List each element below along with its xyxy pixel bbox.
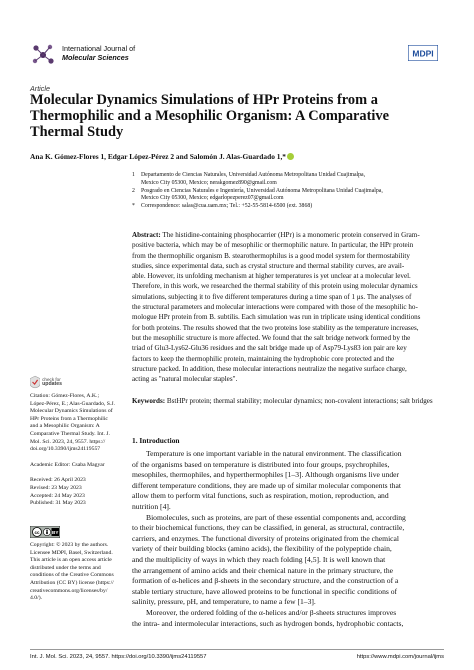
copyright-line: This article is an open access article — [30, 557, 112, 564]
copyright-notice — [30, 542, 130, 603]
abstract-line: able. However, its unfolding mechanism at higher temperatures is yet unclear at a molecular level. — [132, 272, 411, 281]
journal-name — [62, 44, 135, 62]
author-list — [30, 152, 294, 161]
title-line: Thermal Study — [30, 123, 124, 140]
citation-line: HPr Proteins from a Thermophilic — [30, 415, 108, 422]
sidebar — [30, 393, 130, 508]
affiliation-text: Posgrado en Ciencias Naturales e Ingeniería, Universidad Autónoma Metropolitana Unidad Cuajimalpa, — [141, 187, 383, 194]
footer-divider — [30, 649, 444, 650]
affiliation-text: Departamento de Ciencias Naturales, Universidad Autónoma Metropolitana Unidad Cuajimalpa, — [141, 172, 366, 178]
abstract-line: mologue HPr protein from B. subtilis. Each simulation was run in triplicate using identical conditions — [132, 313, 421, 322]
body-line: Biomolecules, such as proteins, are part of these essential components and, according — [146, 512, 406, 522]
affiliation-row — [132, 188, 452, 196]
copyright-line: 4.0/). — [30, 595, 43, 602]
abstract-line: the structural parameters and molecular interactions were compared with those of the mesophilic ho- — [132, 303, 418, 312]
affiliation-row — [132, 203, 452, 211]
journal-name-line1: International Journal of — [62, 44, 136, 53]
article-type: Article — [30, 84, 50, 93]
citation-doi-link[interactable]: doi.org/10.3390/ijms24119557 — [30, 446, 101, 453]
abstract-label: Abstract: — [132, 231, 161, 239]
citation-line: Molecular Dynamics Simulations of — [30, 408, 113, 415]
authors-text: Ana K. Gómez-Flores 1, Edgar López-Pérez 2 and Salomón J. Alas-Guardado 1,* — [30, 152, 287, 161]
affiliation-number: 2 — [132, 187, 135, 194]
abstract — [132, 230, 450, 384]
body-line: of the organisms based on temperature is distributed into four groups, psychrophiles, — [132, 459, 390, 469]
abstract-line: from the thermophilic organism B. stearothermophilus is a good model system for thermostability — [132, 251, 410, 260]
affiliations — [132, 172, 452, 211]
body-line: different temperature conditions, they are made up of similar molecular components that — [132, 480, 401, 490]
affiliation-row — [132, 172, 452, 180]
body-line: the intra- and intermolecular interactions, such as hydrogen bonds, hydrophobic contacts, — [132, 618, 404, 628]
abstract-line: simulations, subjecting it to five different temperatures during a time span of 1 μs. The analyses of — [132, 292, 412, 301]
section-heading: 1. Introduction — [132, 436, 180, 445]
body-line: Moreover, the ordered folding of the α-helices and/or β-sheets structures improves — [146, 607, 397, 617]
body-line: formation of α-helices and β-sheets in the secondary structure, and the construction of a — [132, 576, 399, 586]
body-line: nutrition [4]. — [132, 501, 171, 511]
keywords — [132, 396, 450, 406]
citation-line: Mol. Sci. 2023, 24, 9557. https:// — [30, 438, 106, 445]
abstract-line: triad of Glu3-Lys62-Glu36 residues and the salt bridge made up of Asp79-Lys83 ion pair are key — [132, 344, 407, 353]
abstract-line: Therefore, in this work, we researched the thermal stability of this protein using molecular dynamics — [132, 282, 418, 291]
revised-date: Revised: 23 May 2023 — [30, 484, 82, 491]
updates-line2: updates — [42, 381, 62, 387]
title-line: Thermophilic and a Mesophilic Organism: A Comparative — [30, 107, 389, 124]
abstract-line: but the mesophilic structure is more affected. We found that the salt bridge network formed by the — [132, 333, 411, 342]
published-date: Published: 31 May 2023 — [30, 500, 86, 507]
updates-line1: check for — [42, 376, 61, 382]
abstract-line: studies, since experimental data, such as crystal structure and thermal stability curves, are avail- — [132, 261, 405, 270]
body-line: to their biochemical functions, they can be classified, in general, as structural, contractile, — [132, 523, 405, 533]
abstract-line: acting as "natural molecular staples". — [132, 375, 238, 384]
abstract-line: positive bacteria, which may be of mesophilic or thermophilic nature. In particular, the HPr protein — [132, 241, 414, 250]
affiliation-row — [132, 180, 452, 188]
copyright-line: distributed under the terms and — [30, 564, 101, 571]
affiliation-text: Mexico City 05300, Mexico; edgarlopezperez07@gmail.com — [141, 195, 284, 202]
body-line: and the multiplicity of ways in which they reach folding [4,5]. It is well known that — [132, 554, 386, 564]
svg-text:BY: BY — [52, 530, 59, 535]
body-line: stable tertiary structure, have allowed proteins to be functional in specific conditions of — [132, 586, 398, 596]
keywords-label: Keywords: — [132, 397, 166, 405]
svg-text:cc: cc — [34, 530, 40, 535]
abstract-line: for both proteins. The results showed that the two proteins lose stability as the temperature increases, — [132, 323, 419, 332]
license-link[interactable]: creativecommons.org/licenses/by/ — [30, 587, 108, 594]
footer-citation[interactable]: Int. J. Mol. Sci. 2023, 24, 9557. https://doi.org/10.3390/ijms24119557 — [30, 654, 207, 660]
affiliation-text: Mexico City 05300, Mexico; nerakgomez890@gmail.com — [141, 179, 277, 186]
affiliation-number: 1 — [132, 172, 135, 178]
journal-logo-icon — [30, 42, 56, 66]
body-line: carriers, and enzymes. The functional diversity of proteins originated from the chemical — [132, 533, 400, 543]
copyright-line: conditions of the Creative Commons — [30, 572, 114, 579]
page-title — [30, 93, 450, 140]
title-line: Molecular Dynamics Simulations of HPr Proteins from a — [30, 92, 378, 108]
journal-name-line2: Molecular Sciences — [62, 53, 129, 62]
received-date: Received: 26 April 2023 — [30, 477, 86, 484]
citation-line: López-Pérez, E.; Alas-Guardado, S.J. — [30, 400, 115, 407]
body-line: the arrangement of amino acids and their chemical nature in the primary structure, the — [132, 565, 394, 575]
body-text — [132, 449, 450, 629]
abstract-line-text: The histidine-containing phosphocarrier (HPr) is a monomeric protein conserved in Gram- — [162, 231, 420, 239]
copyright-line: Copyright: © 2023 by the authors. — [30, 542, 109, 548]
affiliation-number: * — [132, 203, 135, 210]
body-line: mesophiles, thermophiles, and hyperthermophiles [1–3]. Although organisms live under — [132, 470, 400, 480]
citation-line: Citation: Gómez-Flores, A.K.; — [30, 393, 100, 399]
body-line: allow them to perform vital functions, such as respiration, motion, reproduction, and — [132, 491, 389, 501]
affiliation-text: Correspondence: salas@cua.uam.mx; Tel.: +52-55-5814-6500 (ext. 3868) — [141, 203, 313, 210]
keywords-text: BstHPr protein; thermal stability; molecular dynamics; non-covalent interactions; salt bridges — [166, 397, 433, 405]
orcid-icon[interactable] — [287, 153, 294, 160]
updates-icon — [30, 375, 40, 389]
abstract-line — [132, 230, 450, 240]
mdpi-logo-text: MDPI — [412, 48, 434, 59]
footer-journal-link[interactable]: https://www.mdpi.com/journal/ijms — [356, 654, 444, 660]
mdpi-logo-icon[interactable] — [408, 45, 438, 61]
body-line: salinity, pressure, pH, and temperature, to name a few [1–3]. — [132, 597, 316, 607]
body-line: variety of their building blocks (amino acids), the flexibility of the polypeptide chain, — [132, 544, 392, 554]
body-line: Temperature is one important variable in the natural environment. The classification — [146, 449, 402, 458]
abstract-line: factors to keep the thermophilic protein, maintaining the hydrophobic core protected and the — [132, 354, 395, 363]
check-for-updates-badge[interactable] — [30, 372, 62, 392]
academic-editor: Academic Editor: Csaba Magyar — [30, 461, 105, 468]
cc-by-license-icon[interactable] — [30, 526, 60, 538]
copyright-line: Licensee MDPI, Basel, Switzerland. — [30, 549, 113, 556]
copyright-line: Attribution (CC BY) license (https:// — [30, 579, 114, 586]
citation-line: and a Mesophilic Organism: A — [30, 423, 100, 430]
citation-line: Comparative Thermal Study. Int. J. — [30, 430, 110, 437]
abstract-line: structure packed. In addition, these molecular interactions neutralize the negative surface charge, — [132, 364, 407, 373]
accepted-date: Accepted: 24 May 2023 — [30, 492, 85, 499]
